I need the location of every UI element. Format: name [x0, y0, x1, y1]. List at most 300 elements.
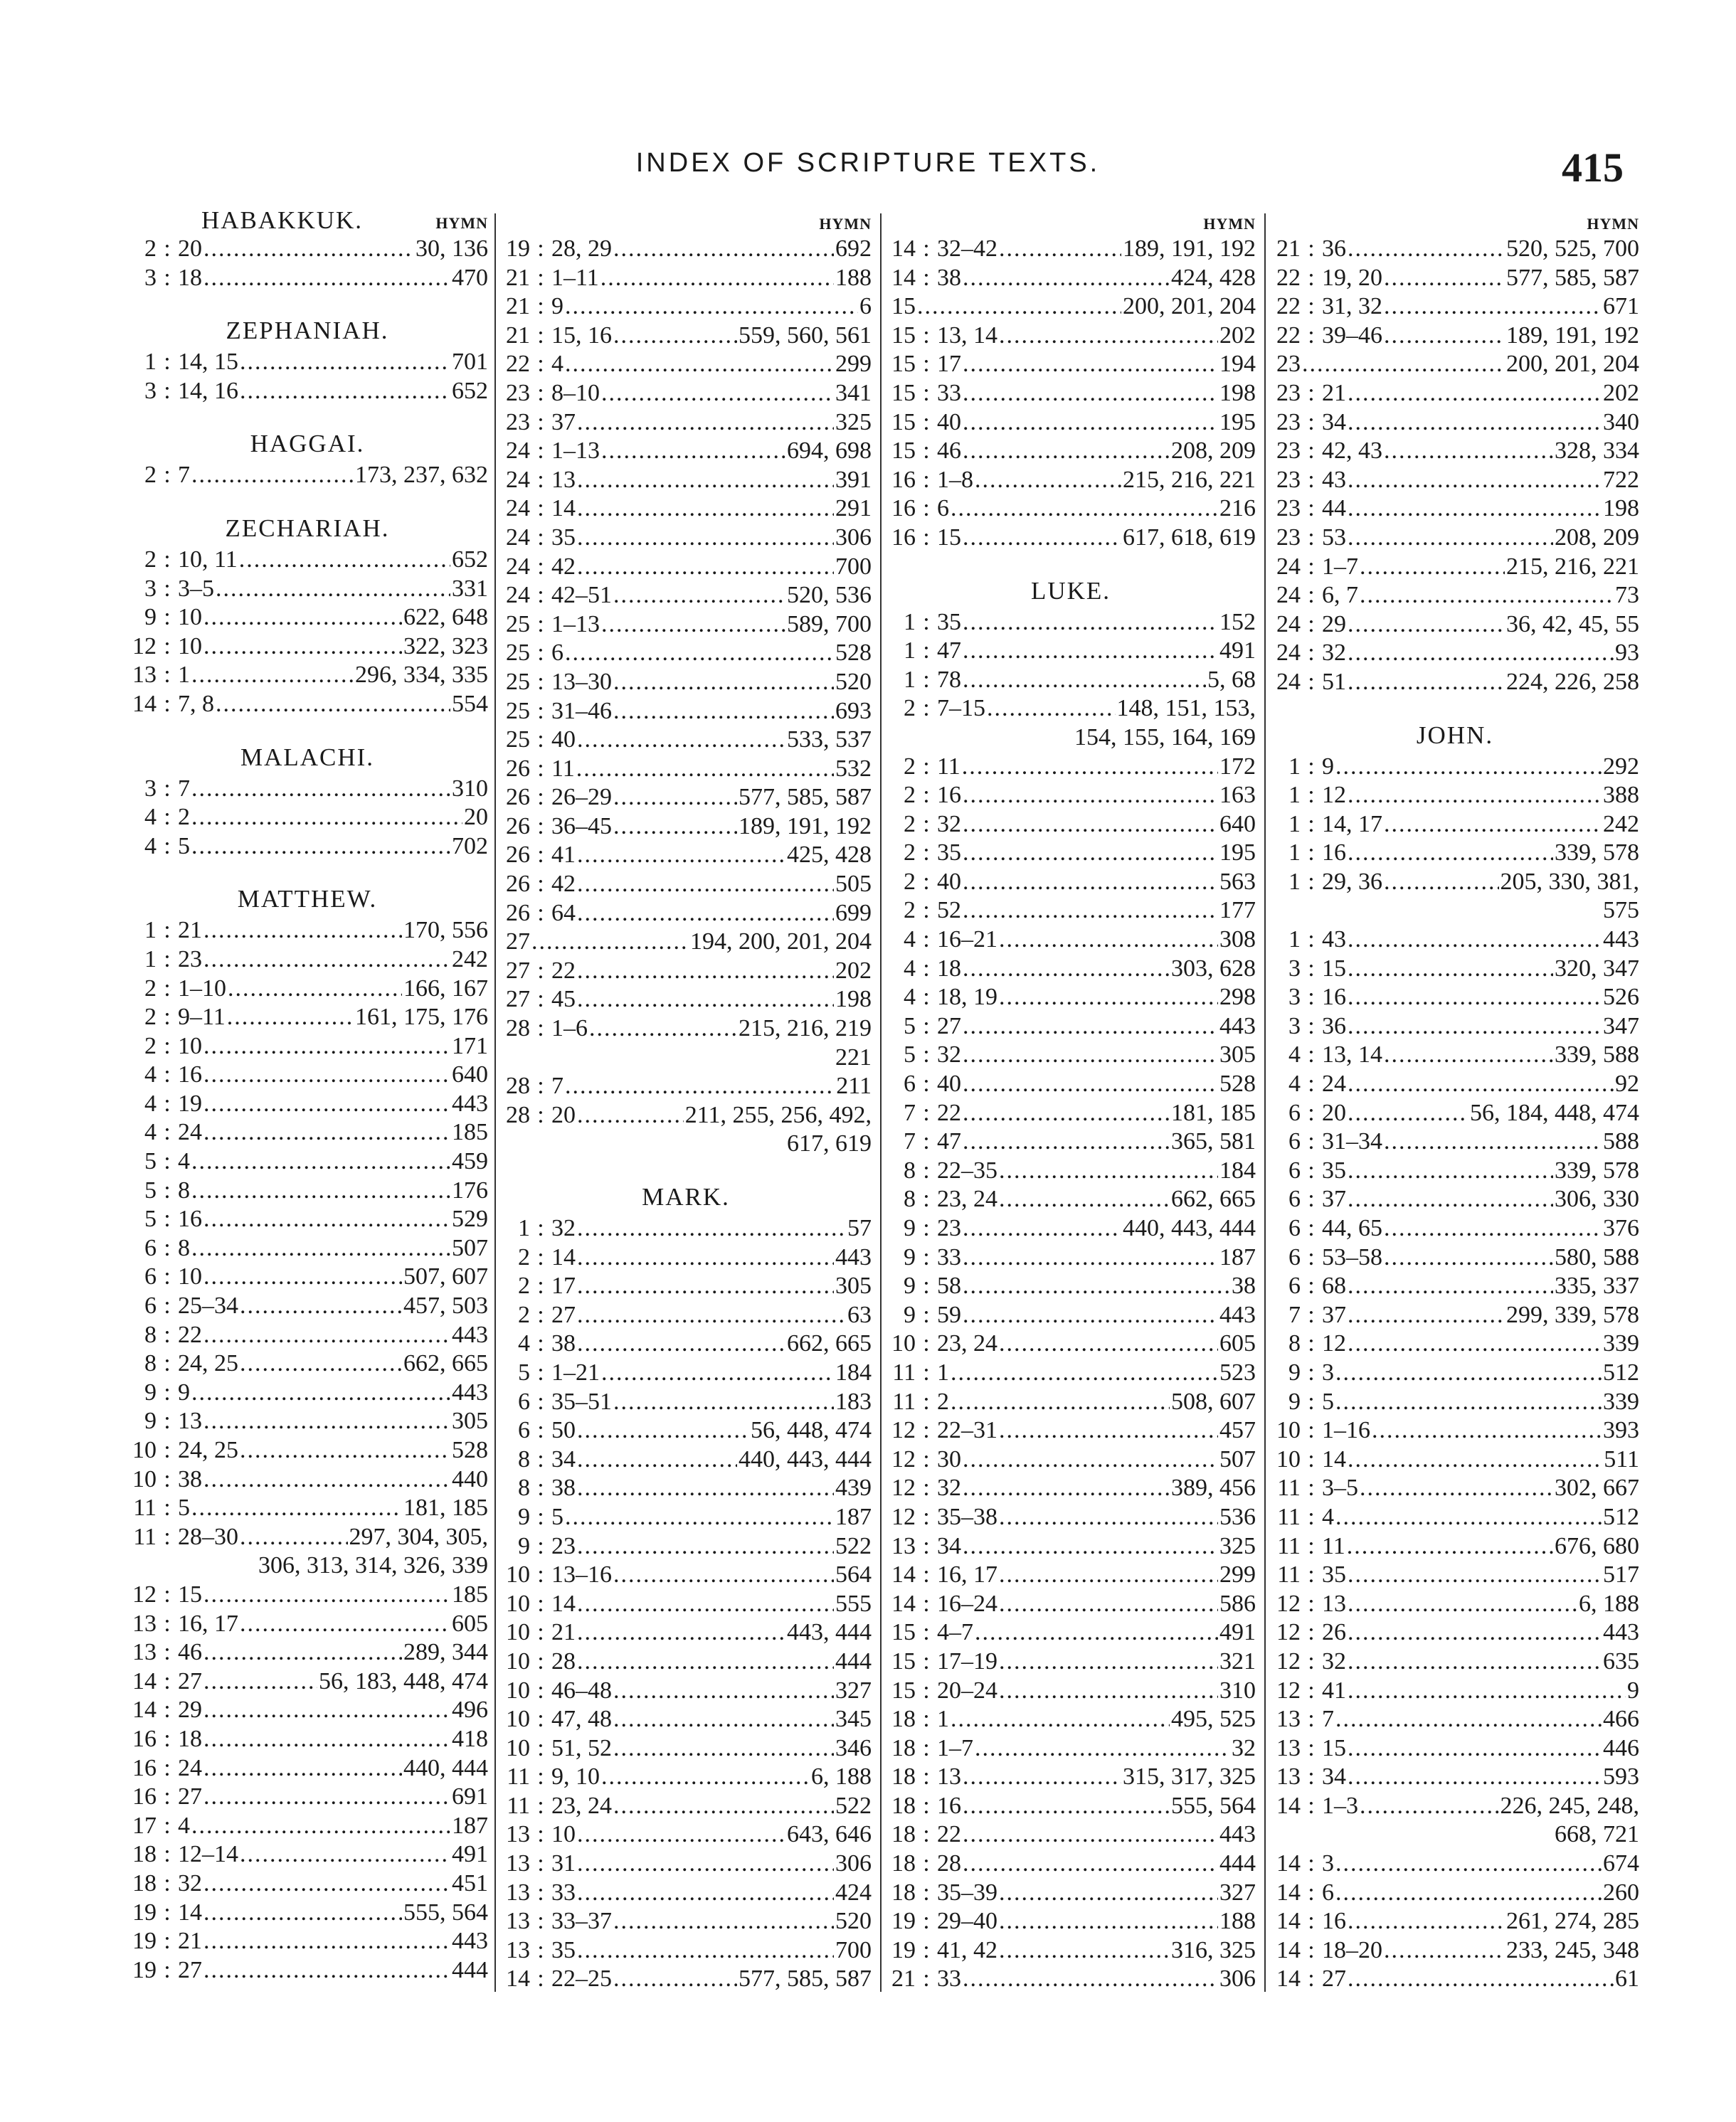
verse-reference: 1–13 [551, 437, 600, 465]
verse-reference: 41, 42 [937, 1936, 997, 1963]
dot-leader [1348, 668, 1505, 697]
index-entry [127, 1725, 488, 1754]
chapter-number: 14 [1276, 1965, 1301, 1993]
colon-separator: : [164, 1610, 171, 1637]
colon-separator: : [537, 466, 544, 493]
chapter-number: 24 [1276, 582, 1301, 609]
chapter-number: 13 [506, 1908, 530, 1935]
dot-leader [240, 1349, 402, 1379]
index-entry [886, 1734, 1256, 1763]
dot-leader [1384, 437, 1553, 466]
index-entry [1271, 553, 1639, 582]
verse-reference: 32 [178, 1869, 202, 1896]
hymn-numbers: 205, 330, 381, [1500, 868, 1639, 895]
chapter-number: 5 [518, 1359, 530, 1386]
verse-reference: 38 [551, 1475, 576, 1502]
index-entry [886, 322, 1256, 351]
index-entry [127, 1061, 488, 1090]
verse-reference: 15 [178, 1581, 202, 1608]
index-entry [500, 1590, 872, 1619]
verse-reference: 46 [178, 1639, 202, 1666]
index-entry [500, 1936, 872, 1965]
hymn-numbers: 187 [452, 1812, 488, 1839]
index-entry [1271, 925, 1639, 955]
dot-leader [191, 1494, 402, 1523]
colon-separator: : [537, 1503, 544, 1530]
verse-reference: 21 [551, 1619, 576, 1646]
colon-separator: : [1308, 640, 1315, 667]
index-entry [886, 1879, 1256, 1908]
colon-separator: : [923, 1215, 930, 1241]
index-entry [127, 916, 488, 945]
colon-separator: : [164, 1899, 171, 1926]
colon-separator: : [537, 437, 544, 465]
hymn-numbers: 446 [1603, 1734, 1639, 1761]
hymn-numbers: 346 [835, 1734, 872, 1761]
dot-leader [963, 524, 1121, 553]
chapter-number: 4 [144, 1061, 157, 1088]
verse-reference: 23 [551, 1532, 576, 1559]
chapter-number: 9 [518, 1503, 530, 1530]
colon-separator: : [923, 1850, 930, 1877]
colon-separator: : [164, 1148, 171, 1175]
colon-separator: : [1308, 293, 1315, 320]
hymn-numbers: 202 [835, 957, 872, 984]
dot-leader [1335, 1705, 1602, 1734]
chapter-number: 6 [144, 1293, 157, 1320]
index-entry [886, 1965, 1256, 1994]
colon-separator: : [923, 1936, 930, 1963]
hymn-column-label: HYMN [1587, 215, 1639, 233]
colon-separator: : [164, 1350, 171, 1377]
colon-separator: : [537, 957, 544, 984]
index-entry [1271, 235, 1639, 264]
index-entry [500, 292, 872, 322]
verse-reference: 7, 8 [178, 690, 214, 717]
chapter-number: 15 [891, 437, 916, 465]
chapter-number: 6 [904, 1071, 916, 1098]
chapter-number: 26 [506, 755, 530, 782]
verse-reference: 40 [937, 1071, 961, 1098]
colon-separator: : [537, 495, 544, 522]
verse-reference: 9–11 [178, 1004, 226, 1031]
colon-separator: : [923, 1301, 930, 1328]
colon-separator: : [537, 755, 544, 782]
colon-separator: : [923, 524, 930, 551]
dot-leader [1360, 1792, 1499, 1821]
index-entry [886, 637, 1256, 666]
verse-reference: 6 [551, 640, 563, 667]
dot-leader [999, 1330, 1218, 1359]
index-entry [1271, 1763, 1639, 1792]
verse-reference: 41 [551, 842, 576, 869]
verse-reference: 5 [178, 1495, 190, 1522]
verse-reference: 50 [551, 1417, 576, 1444]
dot-leader [191, 661, 354, 690]
hymn-numbers: 189, 191, 192 [1506, 322, 1639, 349]
hymn-numbers: 181, 185 [403, 1495, 488, 1522]
hymn-numbers: 440 [452, 1465, 488, 1492]
index-entry [1271, 1907, 1639, 1936]
hymn-numbers: 424, 428 [1171, 264, 1256, 291]
dot-leader [1348, 839, 1553, 868]
verse-reference: 16 [178, 1061, 202, 1088]
dot-leader [613, 235, 834, 264]
dot-leader [1348, 1763, 1602, 1792]
index-entry [1271, 1185, 1639, 1214]
chapter-number: 2 [904, 839, 916, 866]
hymn-numbers: 339 [1603, 1388, 1639, 1415]
hymn-numbers: 306 [835, 524, 872, 551]
index-entry [1271, 839, 1639, 868]
chapter-number: 2 [518, 1273, 530, 1300]
colon-separator: : [164, 462, 171, 489]
colon-separator: : [1308, 868, 1315, 895]
verse-reference: 32 [937, 1475, 961, 1502]
colon-separator: : [923, 1417, 930, 1444]
hymn-numbers: 722 [1603, 466, 1639, 493]
hymn-numbers: 508, 607 [1171, 1388, 1256, 1415]
chapter-number: 12 [1276, 1648, 1301, 1675]
verse-reference: 40 [937, 408, 961, 435]
index-entry [886, 1243, 1256, 1273]
colon-separator: : [537, 1330, 544, 1357]
colon-separator: : [164, 1437, 171, 1463]
dot-leader [963, 1301, 1218, 1330]
hymn-numbers: 161, 175, 176 [355, 1004, 488, 1031]
hymn-numbers: 335, 337 [1555, 1273, 1639, 1300]
verse-reference: 42 [551, 553, 576, 580]
verse-reference: 25–34 [178, 1293, 238, 1320]
hymn-numbers: 208, 209 [1171, 437, 1256, 465]
index-entry [1271, 1012, 1639, 1041]
verse-reference: 21 [178, 1928, 202, 1955]
colon-separator: : [164, 1928, 171, 1955]
dot-leader [975, 466, 1121, 495]
index-entry [1271, 1041, 1639, 1070]
chapter-number: 14 [132, 690, 157, 717]
verse-reference: 27 [178, 1956, 202, 1983]
dot-leader [963, 1012, 1218, 1041]
dot-leader [577, 1850, 834, 1879]
colon-separator: : [164, 1869, 171, 1896]
hymn-numbers: 296, 334, 335 [355, 662, 488, 689]
hymn-numbers: 299, 339, 578 [1506, 1301, 1639, 1328]
verse-reference: 9 [551, 293, 563, 320]
column-divider [494, 213, 496, 1992]
colon-separator: : [1308, 1677, 1315, 1704]
verse-reference: 1–3 [1322, 1792, 1358, 1819]
hymn-numbers: 73 [1615, 582, 1639, 609]
chapter-number: 13 [1276, 1706, 1301, 1733]
index-entry [1271, 1416, 1639, 1445]
dot-leader [999, 322, 1218, 351]
hymn-numbers: 466 [1603, 1706, 1639, 1733]
index-entry [1271, 1243, 1639, 1273]
chapter-number: 11 [1277, 1561, 1301, 1588]
colon-separator: : [537, 322, 544, 349]
index-entry [500, 437, 872, 466]
colon-separator: : [1308, 984, 1315, 1011]
index-entry [1271, 1099, 1639, 1128]
chapter-number: 19 [132, 1956, 157, 1983]
index-entry [1271, 1965, 1639, 1994]
colon-separator: : [1308, 524, 1315, 551]
chapter-number: 6 [1288, 1157, 1301, 1184]
index-entry [500, 1101, 872, 1130]
hymn-numbers: 640 [1219, 810, 1256, 837]
chapter-number: 7 [904, 1099, 916, 1126]
chapter-number: 22 [1276, 293, 1301, 320]
colon-separator: : [537, 1734, 544, 1761]
verse-reference: 32 [937, 810, 961, 837]
hymn-numbers: 393 [1603, 1417, 1639, 1444]
index-entry [1271, 1157, 1639, 1186]
dot-leader [1335, 1388, 1602, 1417]
index-entry [1271, 1850, 1639, 1879]
book-heading: MARK. [642, 1183, 730, 1211]
dot-leader [1348, 1272, 1553, 1301]
dot-leader [1384, 1128, 1602, 1157]
chapter-number: 10 [506, 1677, 530, 1704]
verse-reference: 35–39 [937, 1879, 997, 1906]
index-entry [500, 408, 872, 437]
dot-leader [1348, 639, 1614, 668]
index-entry [886, 1618, 1256, 1648]
chapter-number: 1 [518, 1215, 530, 1241]
hymn-numbers: 20 [464, 804, 488, 831]
dot-leader [600, 264, 834, 293]
chapter-number: 5 [144, 1177, 157, 1204]
chapter-number: 23 [1276, 466, 1301, 493]
chapter-number: 24 [1276, 553, 1301, 580]
hymn-numbers: 211 [836, 1073, 872, 1100]
colon-separator: : [537, 1101, 544, 1128]
index-entry [127, 1263, 488, 1292]
verse-reference: 16, 17 [937, 1561, 997, 1588]
chapter-number: 2 [144, 1032, 157, 1059]
verse-reference: 7 [178, 775, 190, 802]
index-entry [127, 803, 488, 832]
chapter-number: 25 [506, 726, 530, 753]
colon-separator: : [537, 1215, 544, 1241]
colon-separator: : [164, 235, 171, 262]
chapter-number: 13 [1276, 1763, 1301, 1791]
verse-reference: 13 [551, 466, 576, 493]
index-entry [886, 1157, 1256, 1186]
index-entry [886, 1330, 1256, 1359]
index-entry [127, 1812, 488, 1841]
colon-separator: : [164, 975, 171, 1002]
hymn-numbers: 588 [1603, 1128, 1639, 1155]
dot-leader [1348, 1099, 1468, 1128]
colon-separator: : [1308, 1965, 1315, 1993]
hymn-numbers: 491 [452, 1841, 488, 1868]
hymn-numbers: 242 [1603, 810, 1639, 837]
hymn-numbers: 56, 448, 474 [751, 1417, 872, 1444]
verse-reference: 6, 7 [1322, 582, 1358, 609]
dot-leader [963, 437, 1170, 466]
hymn-numbers: 56, 184, 448, 474 [1470, 1099, 1639, 1126]
verse-reference: 36–45 [551, 812, 612, 839]
index-entry [1271, 1388, 1639, 1417]
index-entry [500, 697, 872, 726]
colon-separator: : [537, 1015, 544, 1042]
dot-leader [1348, 1157, 1553, 1186]
index-entry [886, 350, 1256, 379]
dot-leader [577, 1936, 834, 1965]
dot-leader [975, 1734, 1230, 1763]
verse-reference: 22–35 [937, 1157, 997, 1184]
chapter-number: 14 [1276, 1879, 1301, 1906]
dot-leader [1348, 379, 1602, 408]
chapter-number: 3 [144, 575, 157, 602]
index-entry [1271, 437, 1639, 466]
chapter-number: 24 [1276, 610, 1301, 637]
verse-reference: 28 [551, 1648, 576, 1675]
verse-reference: 29 [178, 1697, 202, 1724]
dot-leader [999, 1590, 1218, 1619]
index-entry [127, 1638, 488, 1667]
chapter-number: 4 [144, 832, 157, 859]
index-entry [1271, 1272, 1639, 1301]
verse-reference: 12–14 [178, 1841, 238, 1868]
verse-reference: 16 [1322, 984, 1346, 1011]
dot-leader [203, 1581, 450, 1610]
verse-reference: 52 [937, 897, 961, 924]
chapter-number: 2 [518, 1301, 530, 1328]
verse-reference: 17 [937, 351, 961, 378]
chapter-number: 22 [506, 351, 530, 378]
verse-reference: 10 [551, 1821, 576, 1848]
hymn-numbers: 308 [1219, 926, 1256, 953]
colon-separator: : [1308, 379, 1315, 406]
verse-reference: 31–46 [551, 697, 612, 724]
verse-reference: 36 [1322, 235, 1346, 262]
dot-leader [240, 348, 450, 377]
verse-reference: 31, 32 [1322, 293, 1382, 320]
index-entry [127, 832, 488, 861]
verse-reference: 17 [551, 1273, 576, 1300]
colon-separator: : [537, 1073, 544, 1100]
chapter-number: 3 [144, 377, 157, 404]
verse-reference: 8–10 [551, 379, 600, 406]
verse-reference: 7 [178, 462, 190, 489]
dot-leader [963, 1445, 1218, 1475]
dot-leader [203, 1032, 450, 1061]
hymn-numbers: 176 [452, 1177, 488, 1204]
hymn-numbers: 520, 525, 700 [1506, 235, 1639, 262]
colon-separator: : [164, 1119, 171, 1146]
dot-leader [613, 581, 785, 610]
chapter-number: 26 [506, 899, 530, 926]
dot-leader [576, 755, 834, 784]
dot-leader [203, 1061, 450, 1090]
colon-separator: : [923, 1734, 930, 1761]
hymn-numbers: 261, 274, 285 [1506, 1908, 1639, 1935]
verse-reference: 40 [937, 868, 961, 895]
verse-reference: 3 [1322, 1359, 1334, 1386]
hymn-numbers: 340 [1603, 408, 1639, 435]
index-entry [886, 1705, 1256, 1734]
index-entry [127, 661, 488, 690]
hymn-numbers: 152 [1219, 608, 1256, 635]
chapter-number: 12 [891, 1503, 916, 1530]
index-entry [500, 928, 872, 957]
hymn-numbers: 187 [1219, 1243, 1256, 1270]
dot-leader [1360, 553, 1505, 582]
colon-separator: : [537, 1879, 544, 1906]
chapter-number: 13 [506, 1850, 530, 1877]
colon-separator: : [537, 726, 544, 753]
chapter-number: 12 [132, 1581, 157, 1608]
dot-leader [203, 264, 450, 293]
colon-separator: : [164, 1783, 171, 1810]
hymn-numbers: 306 [835, 1850, 872, 1877]
verse-reference: 40 [551, 726, 576, 753]
chapter-number: 27 [506, 986, 530, 1013]
index-entry [1271, 983, 1639, 1012]
hymn-numbers: 242 [452, 945, 488, 972]
dot-leader [963, 666, 1206, 695]
chapter-number: 10 [506, 1619, 530, 1646]
index-entry [500, 1677, 872, 1706]
hymn-numbers: 694, 698 [787, 437, 872, 465]
index-entry [886, 955, 1256, 984]
dot-leader [1348, 610, 1505, 640]
dot-leader [963, 637, 1218, 666]
index-entry [500, 1907, 872, 1936]
chapter-number: 2 [904, 695, 916, 722]
hymn-continuation: 668, 721 [1555, 1821, 1639, 1848]
index-entry [1271, 1705, 1639, 1734]
chapter-number: 18 [891, 1734, 916, 1761]
index-entry [886, 437, 1256, 466]
dot-leader [577, 1879, 834, 1908]
dot-leader [1348, 466, 1602, 495]
verse-reference: 11 [937, 753, 960, 780]
index-entry [127, 1321, 488, 1350]
index-entry [500, 1272, 872, 1301]
hymn-numbers: 700 [835, 1936, 872, 1963]
colon-separator: : [1308, 1734, 1315, 1761]
chapter-number: 18 [132, 1841, 157, 1868]
verse-reference: 1–8 [937, 466, 973, 493]
hymn-numbers: 188 [1219, 1908, 1256, 1935]
verse-reference: 13–16 [551, 1561, 612, 1588]
dot-leader [1348, 925, 1602, 955]
dot-leader [999, 1907, 1218, 1936]
verse-reference: 18 [178, 1725, 202, 1752]
hymn-numbers: 200, 201, 204 [1123, 293, 1256, 320]
colon-separator: : [164, 1523, 171, 1550]
hymn-numbers: 345 [835, 1706, 872, 1733]
index-entry [1271, 955, 1639, 984]
hymn-numbers: 424 [835, 1879, 872, 1906]
verse-reference: 3 [1322, 1850, 1334, 1877]
verse-reference: 18–20 [1322, 1936, 1382, 1963]
verse-reference: 24 [178, 1754, 202, 1781]
hymn-numbers: 593 [1603, 1763, 1639, 1791]
index-entry [886, 1561, 1256, 1590]
dot-leader [577, 1416, 749, 1445]
colon-separator: : [1308, 1445, 1315, 1473]
verse-reference: 1 [937, 1359, 949, 1386]
index-entry [500, 1330, 872, 1359]
dot-leader [203, 1407, 450, 1436]
verse-reference: 7 [551, 1073, 563, 1100]
index-entry [500, 1648, 872, 1677]
